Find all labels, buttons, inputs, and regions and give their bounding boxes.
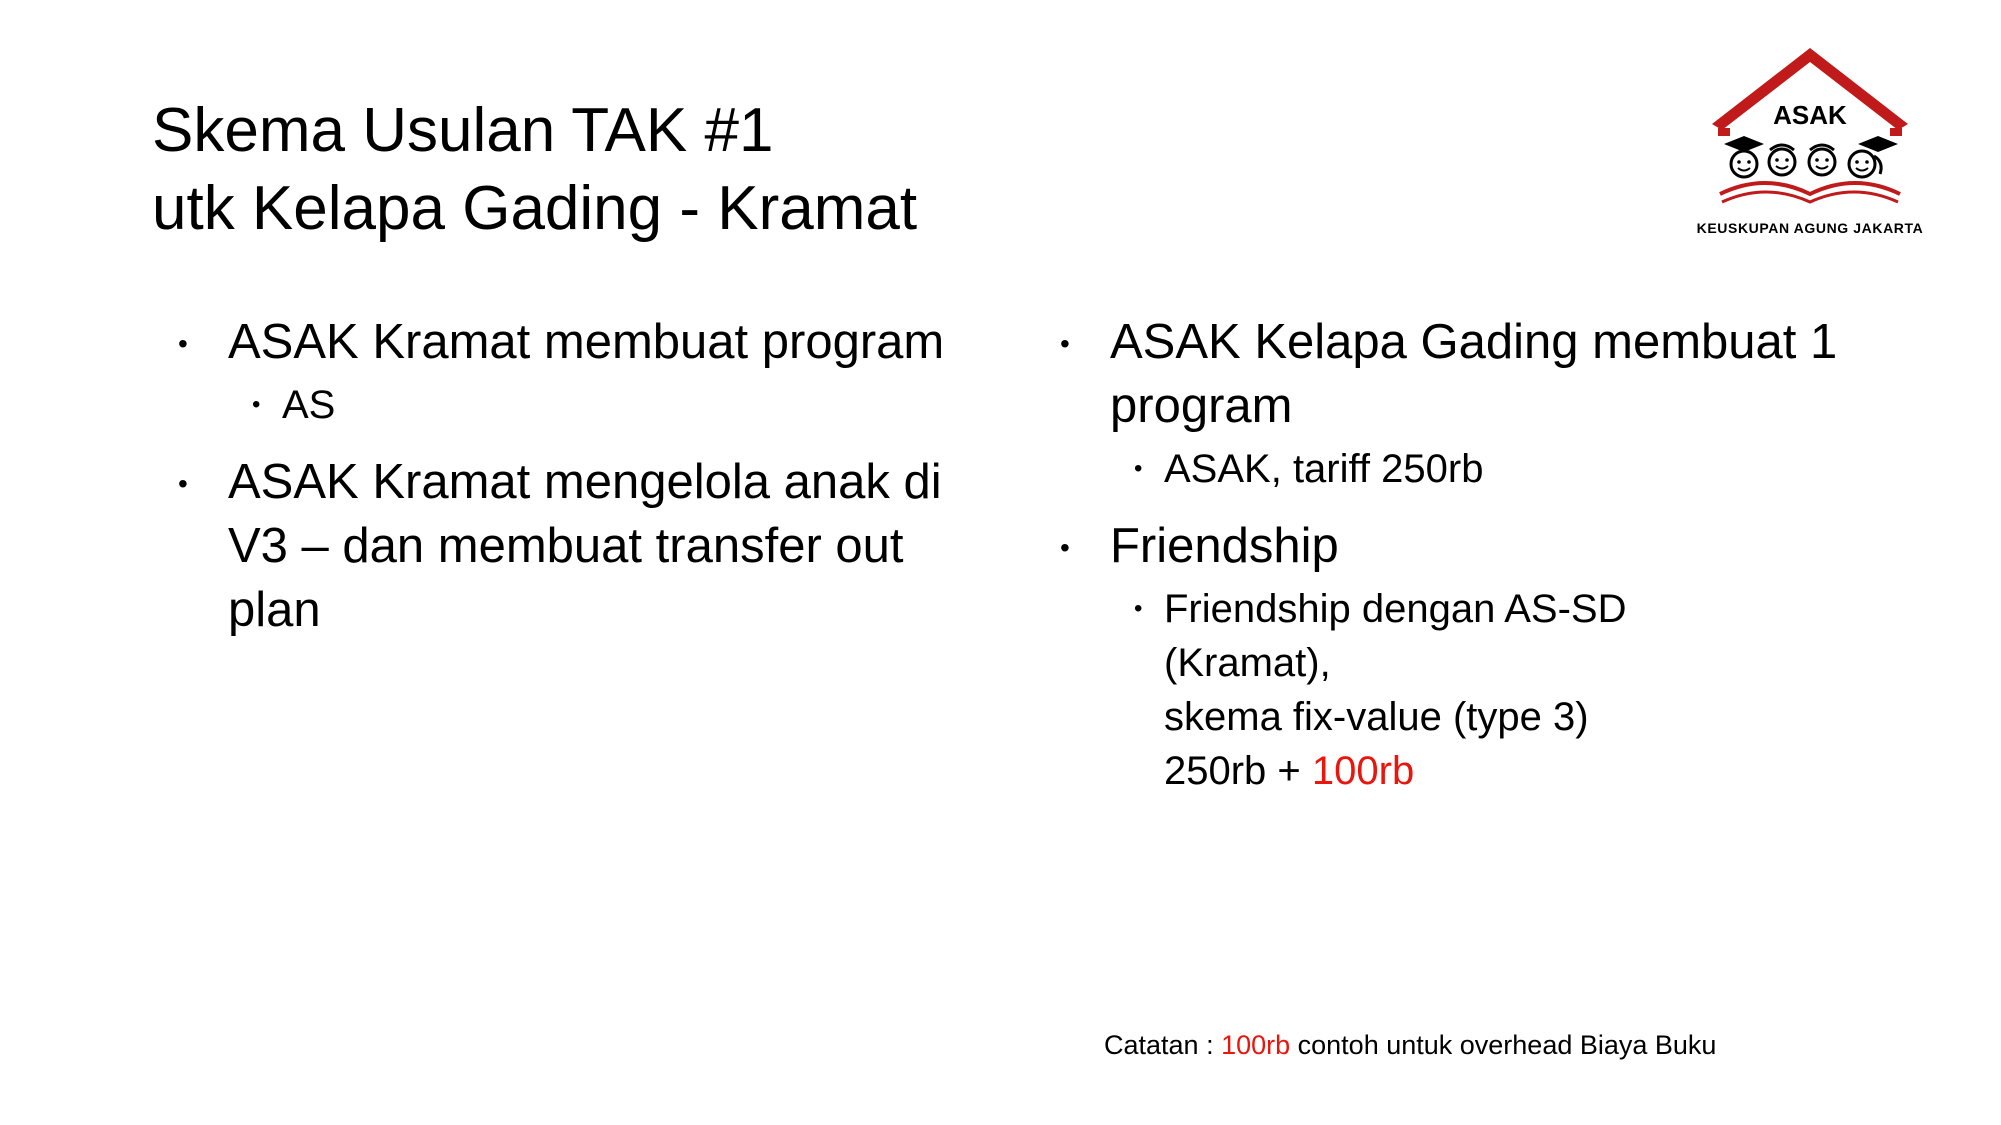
sub-bullet-text: AS [282,383,336,427]
footnote [1104,1028,1716,1062]
bullet-icon: • [252,391,261,418]
bullet-icon: • [178,468,188,499]
left-column [176,310,976,646]
amount-base: 250rb + [1164,749,1312,793]
sub-bullet-line: skema fix-value (type 3) [1164,695,1589,739]
bullet-icon: • [1134,595,1143,622]
list-item [176,450,976,642]
bullet-icon: • [178,328,188,359]
bullet-icon: • [1060,328,1070,359]
bullet-text: ASAK Kramat mengelola anak di V3 – dan membuat transfer out plan [228,455,942,637]
bullet-icon: • [1134,455,1143,482]
list-item [176,310,976,374]
sub-bullet-line: Friendship dengan AS-SD [1164,587,1627,631]
bullet-text: ASAK Kramat membuat program [228,315,945,369]
list-item [1058,514,1908,578]
bullet-text: ASAK Kelapa Gading membuat 1 program [1110,315,1838,433]
sub-list-item [1110,582,1908,798]
logo-caption: KEUSKUPAN AGUNG JAKARTA [1696,220,1924,236]
sub-bullet-line: (Kramat), [1164,641,1331,685]
asak-logo [1690,44,1930,244]
bullet-text: Friendship [1110,519,1339,573]
title-line-2: utk Kelapa Gading - Kramat [152,174,918,243]
logo-text: ASAK [1773,100,1847,130]
right-column [1058,310,1908,816]
sub-bullet-text: ASAK, tariff 250rb [1164,447,1484,491]
slide-title [152,92,917,248]
footnote-suffix: contoh untuk overhead Biaya Buku [1290,1030,1717,1060]
sub-list-item [1110,442,1908,496]
footnote-highlight: 100rb [1221,1030,1291,1060]
bullet-icon: • [1060,532,1070,563]
footnote-prefix: Catatan : [1104,1030,1222,1060]
amount-overhead: 100rb [1311,749,1415,793]
title-line-1: Skema Usulan TAK #1 [152,96,774,165]
sub-bullet-line [1164,744,1908,798]
list-item [1058,310,1908,438]
sub-list-item [228,378,976,432]
